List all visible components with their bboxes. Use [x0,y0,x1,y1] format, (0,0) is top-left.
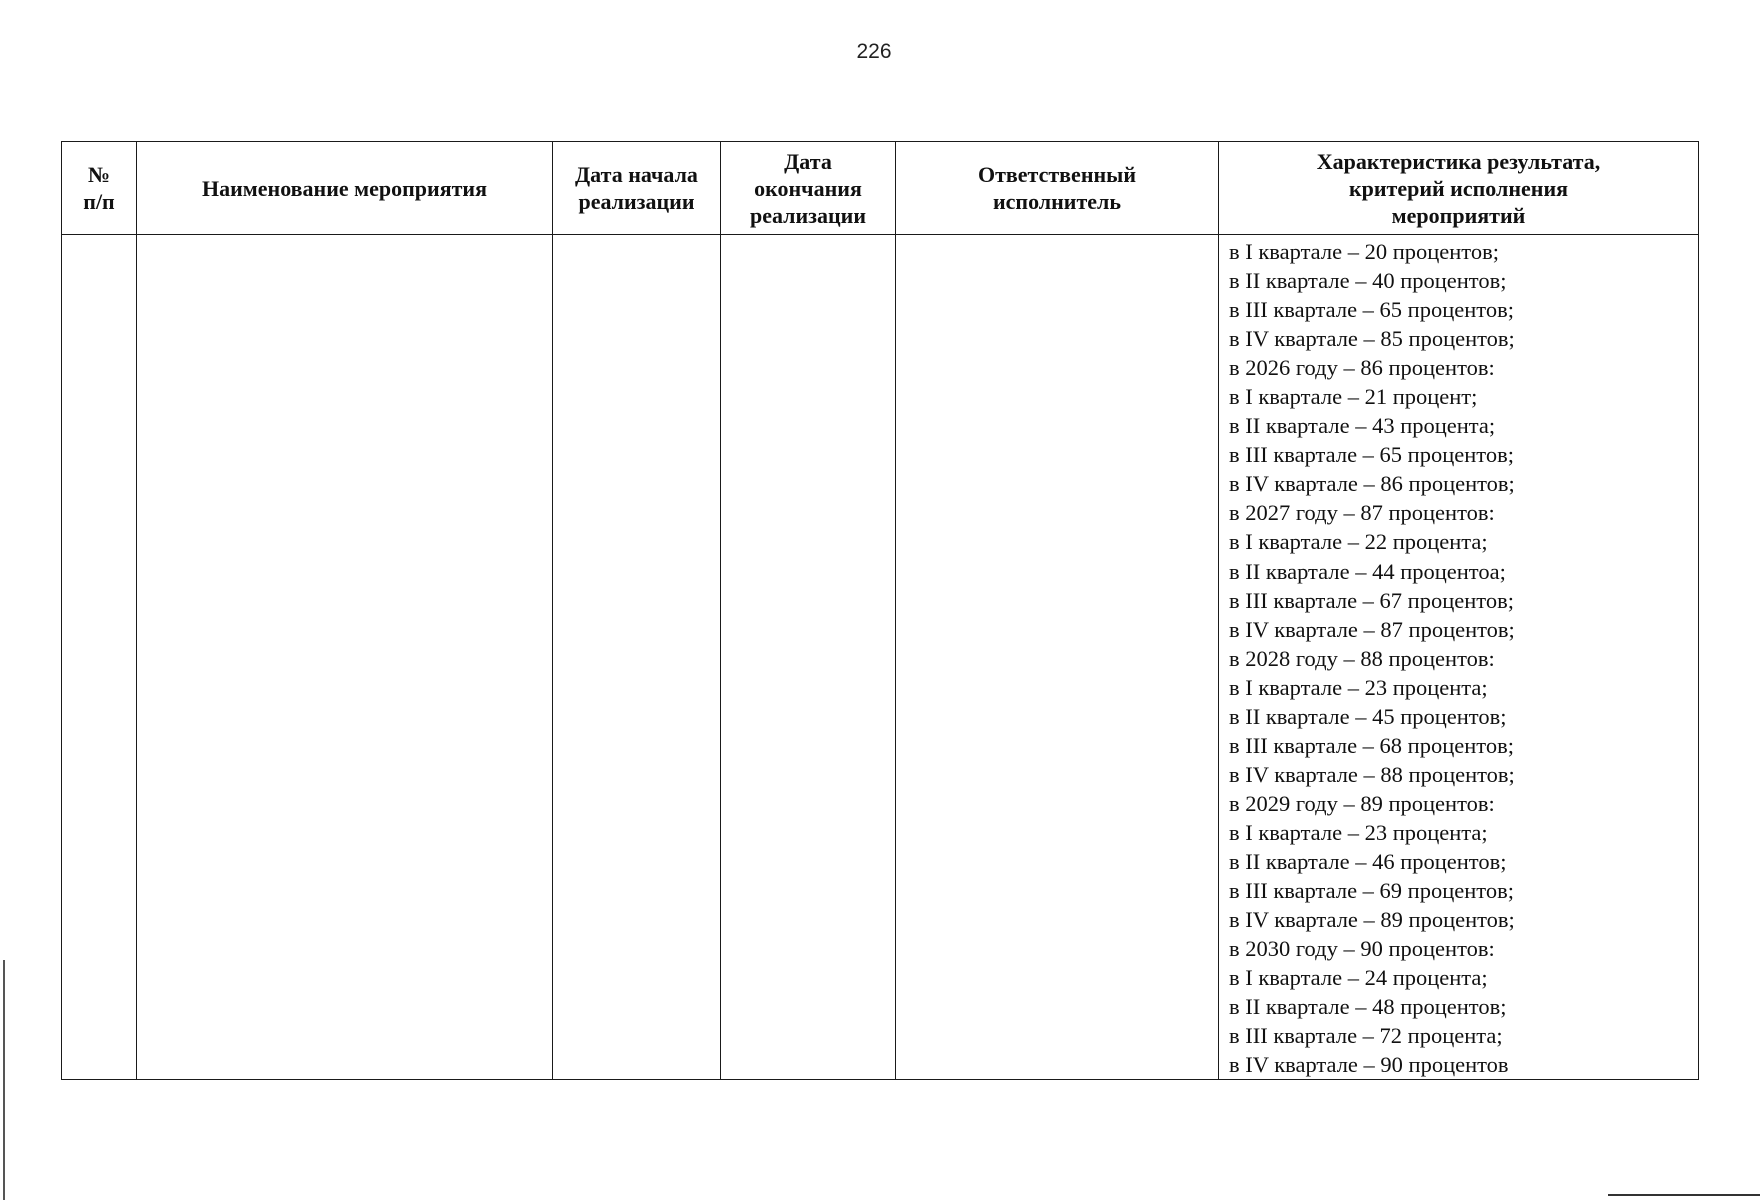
result-line: в I квартале – 22 процента; [1229,529,1488,555]
header-start-date [553,142,721,235]
result-line: в I квартале – 21 процент; [1229,384,1478,410]
header-text-line: окончания [754,175,862,201]
result-line: в I квартале – 20 процентов; [1229,239,1499,264]
result-line: в III квартале – 68 процентов; [1229,732,1514,758]
result-line: в II квартале – 45 процентов; [1229,703,1507,729]
header-text-line: № [87,162,111,187]
scan-bottom-line [1608,1194,1760,1196]
cell-responsible [896,235,1219,1080]
result-line: в 2029 году – 89 процентов: [1229,790,1495,816]
header-text-line: Характеристика результата, [1316,148,1601,174]
header-text-line: Наименование мероприятия [201,175,488,201]
cell-activity-name [137,235,553,1080]
result-line: в II квартале – 40 процентов; [1229,268,1507,294]
header-text-line: исполнитель [992,189,1122,214]
table-header-row [62,142,1699,235]
header-responsible [896,142,1219,235]
cell-result [1219,235,1699,1080]
result-line: в III квартале – 72 процента; [1229,1023,1503,1049]
result-line: в IV квартале – 89 процентов; [1229,907,1515,933]
header-text-line: п/п [83,189,115,214]
header-text-line: реализации [578,189,695,214]
header-text-line: Дата начала [575,162,698,187]
result-line: в III квартале – 65 процентов; [1229,442,1514,468]
header-text-line: Ответственный [977,162,1137,187]
activities-table [61,141,1699,1080]
result-line: в II квартале – 43 процента; [1229,413,1496,439]
result-line: в II квартале – 46 процентов; [1229,848,1507,874]
cell-start-date [553,235,721,1080]
header-text-line: Дата [784,148,832,174]
result-line: в IV квартале – 85 процентов; [1229,326,1515,352]
result-line: в IV квартале – 86 процентов; [1229,471,1515,497]
result-line: в 2027 году – 87 процентов: [1229,500,1495,526]
cell-number [62,235,137,1080]
header-result [1219,142,1699,235]
header-number [62,142,137,235]
result-line: в IV квартале – 88 процентов; [1229,761,1515,787]
result-line: в IV квартале – 87 процентов; [1229,616,1515,642]
result-line: в 2030 году – 90 процентов: [1229,936,1495,962]
header-end-date [721,142,896,235]
result-line: в 2028 году – 88 процентов: [1229,645,1495,671]
page-number: 226 [856,40,892,63]
header-text-line: реализации [749,202,867,228]
result-line: в I квартале – 23 процента; [1229,674,1488,700]
header-activity-name [137,142,553,235]
result-line: в III квартале – 69 процентов; [1229,878,1514,904]
header-text-line: критерий исполнения [1348,175,1569,201]
cell-end-date [721,235,896,1080]
result-line: в II квартале – 48 процентов; [1229,994,1507,1020]
result-line: в IV квартале – 90 процентов [1229,1052,1509,1078]
result-line: в III квартале – 65 процентов; [1229,297,1514,323]
header-text-line: мероприятий [1391,202,1526,228]
result-list [1219,235,1698,1079]
scan-edge-mark [3,960,5,1200]
result-line: в III квартале – 67 процентов; [1229,587,1514,613]
table-row [62,235,1699,1080]
result-line: в I квартале – 23 процента; [1229,819,1488,845]
result-line: в 2026 году – 86 процентов: [1229,355,1495,381]
result-line: в I квартале – 24 процента; [1229,965,1488,991]
result-line: в II квартале – 44 процентоа; [1229,558,1506,584]
